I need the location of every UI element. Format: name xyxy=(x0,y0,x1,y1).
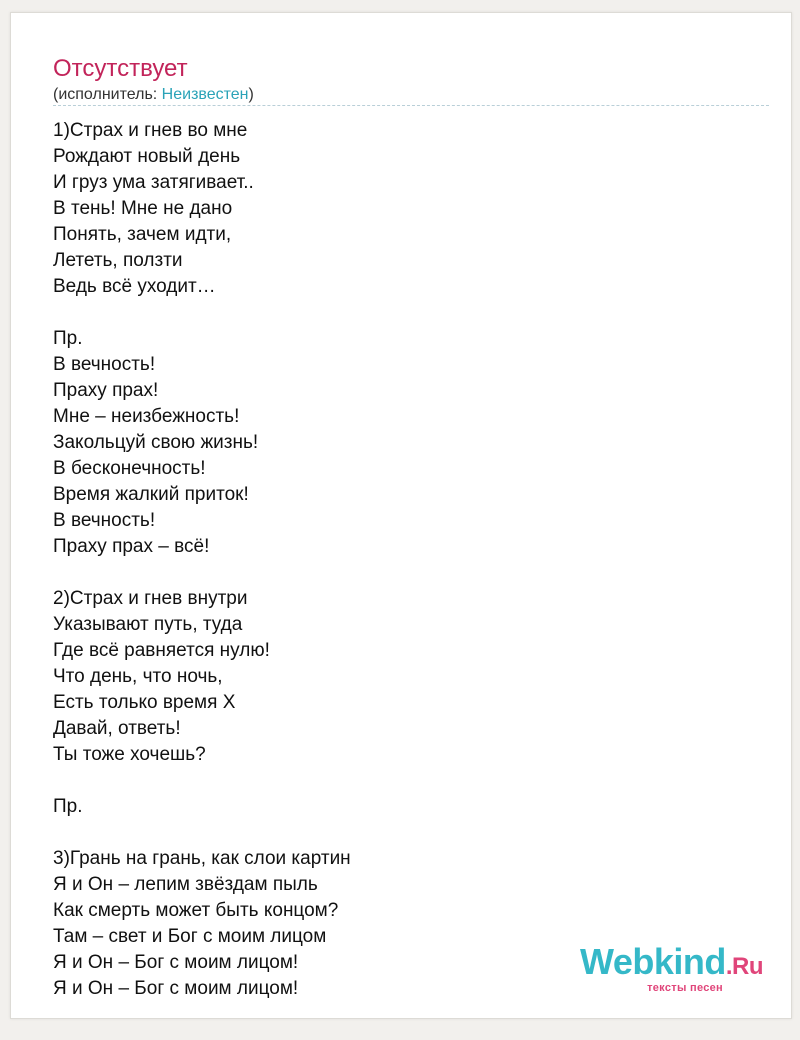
lyric-line: 3)Грань на грань, как слои картин xyxy=(53,848,351,869)
lyric-line: В тень! Мне не дано xyxy=(53,198,233,219)
lyric-line xyxy=(53,300,351,326)
lyric-line xyxy=(53,560,351,586)
lyric-line: Пр. xyxy=(53,796,83,817)
song-title: Отсутствует xyxy=(53,55,188,82)
lyric-line: Я и Он – Бог с моим лицом! xyxy=(53,952,299,973)
lyric-line: Время жалкий приток! xyxy=(53,484,249,505)
lyric-line: Я и Он – лепим звёздам пыль xyxy=(53,874,318,895)
lyric-line: Мне – неизбежность! xyxy=(53,406,240,427)
lyric-line: Ведь всё уходит… xyxy=(53,276,216,297)
lyric-line: Закольцуй свою жизнь! xyxy=(53,432,259,453)
lyric-line: Праху прах! xyxy=(53,380,159,401)
webkind-logo[interactable] xyxy=(580,943,763,994)
lyric-line: В вечность! xyxy=(53,510,156,531)
lyric-line: Где всё равняется нулю! xyxy=(53,640,270,661)
artist-line xyxy=(53,86,254,104)
lyric-line: Лететь, ползти xyxy=(53,250,183,271)
lyric-line: Как смерть может быть концом? xyxy=(53,900,339,921)
lyric-line xyxy=(53,820,351,846)
lyric-line: Ты тоже хочешь? xyxy=(53,744,206,765)
logo-tagline: тексты песен xyxy=(647,982,723,994)
lyric-line: 1)Страх и гнев во мне xyxy=(53,120,248,141)
artist-suffix: ) xyxy=(248,86,254,103)
lyric-line: Давай, ответь! xyxy=(53,718,181,739)
artist-prefix: (исполнитель: xyxy=(53,86,162,103)
lyric-line: Указывают путь, туда xyxy=(53,614,243,635)
lyric-line: И груз ума затягивает.. xyxy=(53,172,254,193)
lyrics-block xyxy=(53,118,351,1002)
lyric-line: 2)Страх и гнев внутри xyxy=(53,588,248,609)
lyric-line xyxy=(53,768,351,794)
logo-tld: .Ru xyxy=(725,953,763,980)
lyric-line: Я и Он – Бог с моим лицом! xyxy=(53,978,299,999)
lyric-line: Пр. xyxy=(53,328,83,349)
lyric-line: Есть только время Х xyxy=(53,692,236,713)
lyric-line: Рождают новый день xyxy=(53,146,241,167)
logo-brand: Webkind xyxy=(579,941,726,982)
dashed-divider xyxy=(53,105,769,106)
lyric-line: В бесконечность! xyxy=(53,458,206,479)
page-card xyxy=(10,12,792,1019)
lyric-line: Праху прах – всё! xyxy=(53,536,210,557)
lyric-line: В вечность! xyxy=(53,354,156,375)
lyric-line: Что день, что ночь, xyxy=(53,666,223,687)
lyric-line: Там – свет и Бог с моим лицом xyxy=(53,926,327,947)
artist-link[interactable]: Неизвестен xyxy=(161,86,249,103)
lyric-line: Понять, зачем идти, xyxy=(53,224,232,245)
